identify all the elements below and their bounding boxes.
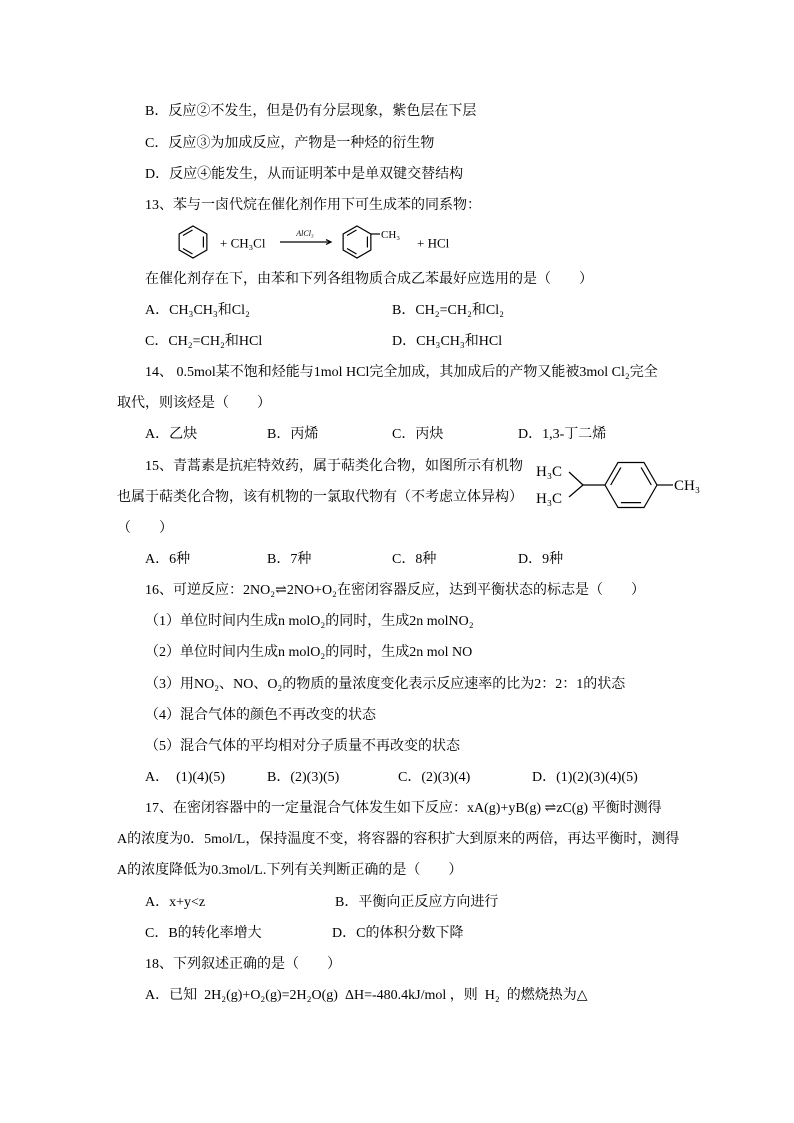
q13-option-d: D．CH₃CH₃和HCl	[392, 334, 503, 350]
methyl-bottom-label: H₃C	[536, 491, 563, 507]
q16-statement-2: （2）单位时间内生成n molO₂的同时，生成2n mol NO	[145, 645, 473, 661]
q15-stem-line-2: 也属于萜类化合物，该有机物的一氯取代物有（不考虑立体异构）	[117, 489, 523, 505]
q13-options-row-1	[117, 295, 697, 326]
q15-options-row	[117, 544, 697, 575]
reagent-label: + CH₃Cl	[220, 235, 266, 251]
q18-option-a: A．已知 2H₂(g)+O₂(g)=2H₂O(g) ΔH=-480.4kJ/mol ，则 H₂ 的燃烧热为△	[145, 987, 588, 1003]
q17-option-b: B．平衡向正反应方向进行	[335, 894, 499, 910]
q16-option-c: C．(2)(3)(4)	[398, 770, 471, 785]
q17-options-row-2	[117, 918, 697, 949]
ring-double-bond	[641, 467, 651, 485]
question-block	[117, 96, 697, 1011]
ring-double-bond	[611, 467, 621, 485]
q16-option-d: D．(1)(2)(3)(4)(5)	[532, 770, 638, 785]
q15-structure-diagram	[533, 455, 705, 515]
q17-stem-line-3: A的浓度降低为0.3mol/L.下列有关判断正确的是（ ）	[117, 863, 463, 879]
q16-statement-5: （5）混合气体的平均相对分子质量不再改变的状态	[145, 738, 460, 754]
q15-option-c: C．8种	[392, 552, 437, 568]
q14-stem-line-2: 取代，则该烃是（ ）	[117, 396, 271, 412]
q14-options-row	[117, 419, 697, 450]
catalyst-label: AlCl₃	[296, 228, 314, 238]
q17-option-d: D．C的体积分数下降	[332, 925, 464, 941]
q17-option-a: A．x+y<z	[145, 894, 206, 910]
q12-option-b: B．反应②不发生，但是仍有分层现象，紫色层在下层	[145, 104, 477, 120]
q15-option-b: B．7种	[267, 552, 312, 568]
q15-option-a: A．6种	[145, 552, 191, 568]
q17-stem-line-2: A的浓度为0．5mol/L，保持温度不变，将容器的容积扩大到原来的两倍，再达平衡时，测得	[117, 832, 680, 848]
benzene-ring	[179, 226, 207, 258]
q15-stem-line-1: 15、青蒿素是抗疟特效药，属于萜类化合物，如图所示有机物	[145, 458, 523, 474]
methyl-right-label: CH₃	[674, 478, 701, 494]
q13-prompt: 在催化剂存在下，由苯和下列各组物质合成乙苯最好应选用的是（ ）	[145, 271, 593, 287]
toluene-ring	[343, 226, 371, 258]
benzene-ring	[605, 462, 657, 507]
methyl-top-label: H₃C	[536, 464, 563, 480]
q14-option-a: A．乙炔	[145, 427, 198, 443]
q17-options-row-1	[117, 887, 697, 918]
q14-option-c: C．丙炔	[392, 427, 444, 443]
reaction-diagram	[117, 221, 683, 264]
q16-statement-1: （1）单位时间内生成n molO₂的同时，生成2n molNO₂	[145, 614, 474, 630]
q13-option-b: B．CH₂=CH₂和Cl₂	[392, 302, 504, 318]
q14-stem-line-1: 14、 0.5mol某不饱和烃能与1mol HCl完全加成，其加成后的产物又能被3mol Cl₂完全	[145, 365, 658, 381]
q16-option-a: A． (1)(4)(5)	[145, 770, 226, 785]
isopropyl-bond-top	[569, 472, 583, 485]
q12-option-c: C．反应③为加成反应，产物是一种烃的衍生物	[145, 135, 435, 151]
q16-option-b: B．(2)(3)(5)	[267, 770, 340, 785]
q13-stem: 13、苯与一卤代烷在催化剂作用下可生成苯的同系物：	[145, 197, 481, 213]
q12-option-d: D．反应④能发生，从而证明苯中是单双键交替结构	[145, 166, 464, 182]
byproduct-label: + HCl	[417, 235, 450, 251]
q14-option-d: D．1,3-丁二烯	[518, 427, 607, 443]
q13-option-a: A．CH₃CH₃和Cl₂	[145, 302, 250, 318]
q13-option-c: C．CH₂=CH₂和HCl	[145, 334, 263, 350]
q18-stem: 18、下列叙述正确的是（ ）	[145, 956, 341, 972]
q16-statement-4: （4）混合气体的颜色不再改变的状态	[145, 707, 376, 723]
toluene-methyl-label: CH₃	[381, 228, 401, 241]
q13-reaction-equation	[117, 221, 697, 264]
q13-options-row-2	[117, 326, 697, 357]
q17-option-c: C．B的转化率增大	[145, 925, 262, 941]
q15-answer-blank: （ ）	[117, 520, 173, 536]
q17-stem-line-1: 17、在密闭容器中的一定量混合气体发生如下反应：xA(g)+yB(g) ⇌zC(g) 平衡时测得	[145, 801, 662, 817]
q15-option-d: D．9种	[518, 552, 564, 568]
q16-options-row	[117, 762, 697, 793]
q16-stem: 16、可逆反应：2NO₂⇌2NO+O₂在密闭容器反应，达到平衡状态的标志是（ ）	[145, 583, 645, 599]
isopropyl-bond-bottom	[569, 485, 583, 497]
q16-statement-3: （3）用NO₂、NO、O₂的物质的量浓度变化表示反应速率的比为2：2：1的状态	[145, 676, 626, 692]
q14-option-b: B．丙烯	[267, 427, 319, 443]
